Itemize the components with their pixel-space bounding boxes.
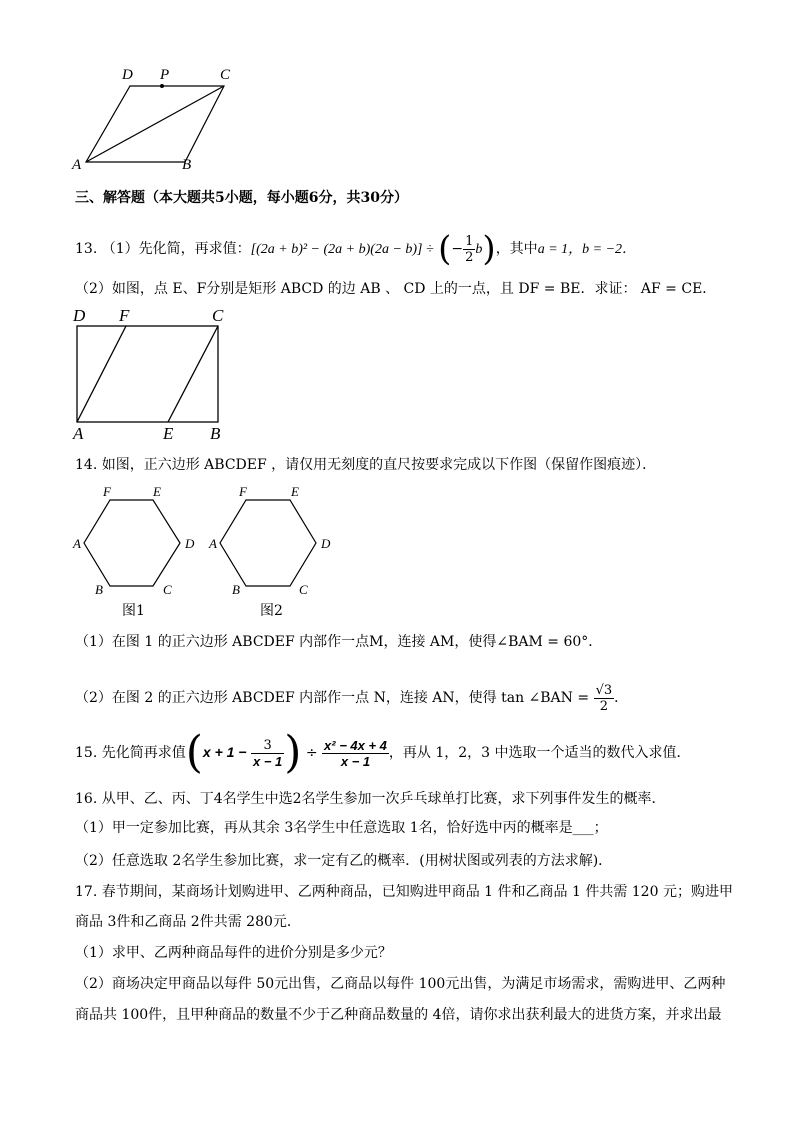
- rect-label-C: C: [212, 306, 224, 325]
- q17-part2-line2: 商品共 100件，且甲种商品的数量不少于乙种商品数量的 4倍，请你求出获利最大的进货方案，并求出最: [75, 1007, 722, 1023]
- hex1-label-F: F: [103, 484, 111, 499]
- hex2-label-A: A: [209, 536, 217, 551]
- q17-line1: 17. 春节期间，某商场计划购进甲、乙两种商品，已知购进甲商品 1 件和乙商品 1 件共需 120 元；购进甲: [75, 884, 733, 900]
- section-title: 三、解答题（本大题共5小题，每小题6分，共30分）: [75, 190, 408, 206]
- q17-part2-line1: （2）商场决定甲商品以每件 50元出售，乙商品以每件 100元出售，为满足市场需求，需购进甲、乙两种: [75, 976, 726, 992]
- rect-label-D: D: [73, 306, 86, 325]
- q13-part1-intro: （1）先化简，再求值：: [101, 241, 251, 257]
- q13-where: ，其中: [495, 241, 538, 257]
- hex1-label-D: D: [185, 536, 195, 551]
- label-B: B: [182, 157, 192, 173]
- q14-part2-text: （2）在图 2 的正六边形 ABCDEF 内部作一点 N，连接 AN，使得 tan ∠BAN =: [75, 690, 590, 706]
- q14-part1: （1）在图 1 的正六边形 ABCDEF 内部作一点M，连接 AM，使得∠BAM = 60°．: [75, 634, 603, 650]
- q14-part2: （2）在图 2 的正六边形 ABCDEF 内部作一点 N，连接 AN，使得 tan ∠BAN = $\frac{√3}{2}$ ．: [75, 682, 629, 714]
- q16-part1: （1）甲一定参加比赛，再从其余 3名学生中任意选取 1名，恰好选中丙的概率是___；: [75, 820, 608, 836]
- label-P: P: [160, 67, 170, 83]
- hex1-label-E: E: [153, 484, 161, 499]
- q15-term1: x + 1 −: [202, 744, 247, 760]
- label-A: A: [72, 157, 82, 173]
- rect-label-A: A: [73, 424, 84, 443]
- hex1-label-B: B: [95, 582, 103, 597]
- q13-part1: 13. （1）先化简，再求值：[(2a + b)² − (2a + b)(2a − b)] ÷ (− $\frac{1}{2}$ b)，其中a = 1，b = −2．: [75, 229, 637, 269]
- rect-label-F: F: [119, 306, 130, 325]
- q13-part2: （2）如图，点 E、F分别是矩形 ABCD 的边 AB 、 CD 上的一点，且 DF = BE．求证： AF = CE．: [75, 281, 717, 297]
- q17-line2: 商品 3件和乙商品 2件共需 280元．: [75, 914, 301, 930]
- label-D: D: [122, 67, 133, 83]
- hex2-label-F: F: [239, 484, 247, 499]
- q16-part2: （2）任意选取 2名学生参加比赛，求一定有乙的概率．(用树状图或列表的方法求解)．: [75, 853, 613, 869]
- label-C: C: [220, 67, 231, 83]
- q15-fraction2: $\frac{\text{x² − 4x + 4}}{x - 1}$: [324, 737, 387, 769]
- caption-fig2: 图2: [260, 603, 283, 619]
- hex2-label-C: C: [299, 582, 308, 597]
- q13-condition: a = 1，b = −2．: [537, 242, 637, 257]
- q15: 15. 先化简再求值(x + 1 − $\frac{3}{x - 1}$ ) ÷ $\frac{\text{x² − 4x + 4}}{x - 1}$ ，再从 1，2，3 中选取一个适当的数代入求值．: [75, 727, 691, 778]
- q13-number: 13.: [75, 241, 98, 257]
- q14-stem: 14. 如图，正六边形 ABCDEF ，请仅用无刻度的直尺按要求完成以下作图（保留作图痕迹）．: [75, 457, 657, 473]
- q16-stem: 16. 从甲、乙、丙、丁4名学生中选2名学生参加一次乒乓球单打比赛，求下列事件发生的概率．: [75, 791, 666, 807]
- q14-fraction: $\frac{√3}{2}$: [595, 682, 613, 714]
- q17-part1: （1）求甲、乙两种商品每件的进价分别是多少元？: [75, 945, 392, 961]
- rect-label-B: B: [210, 424, 221, 443]
- q15-intro: 15. 先化简再求值: [75, 745, 186, 761]
- q13-fraction: $\frac{1}{2}$: [465, 233, 474, 265]
- rect-label-E: E: [163, 424, 174, 443]
- q13-expression: [(2a + b)² − (2a + b)(2a − b)] ÷: [250, 242, 434, 257]
- hex1-label-A: A: [73, 536, 81, 551]
- hex2-label-B: B: [232, 582, 240, 597]
- hex2-label-D: D: [321, 536, 331, 551]
- q15-rest: ，再从 1，2，3 中选取一个适当的数代入求值．: [388, 745, 691, 761]
- caption-fig1: 图1: [122, 603, 145, 619]
- q15-fraction1: $\frac{3}{x - 1}$: [252, 737, 283, 769]
- hex2-label-E: E: [291, 484, 299, 499]
- hex1-label-C: C: [163, 582, 172, 597]
